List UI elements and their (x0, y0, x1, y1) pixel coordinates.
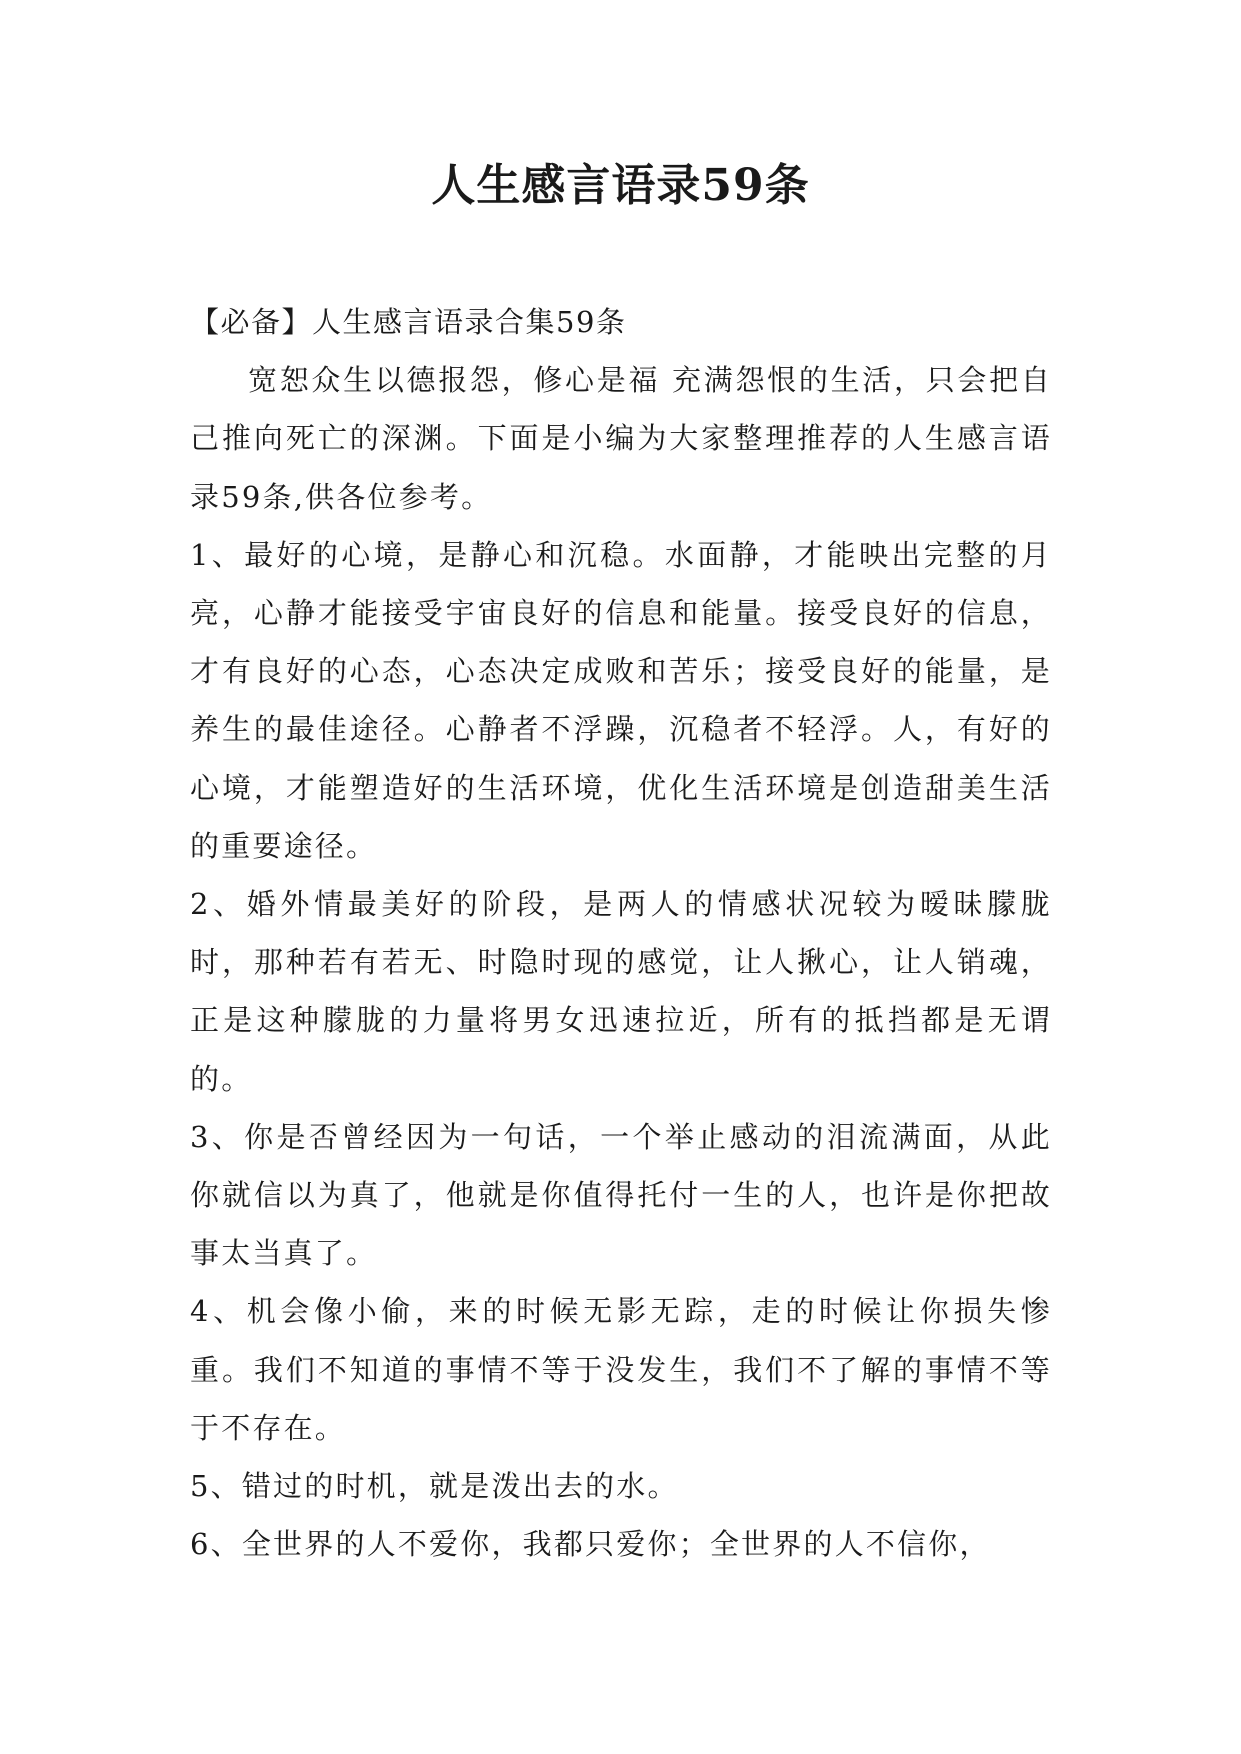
list-item-2: 2、婚外情最美好的阶段，是两人的情感状况较为暧昧朦胧时，那种若有若无、时隐时现的感觉，让人揪心，让人销魂，正是这种朦胧的力量将男女迅速拉近，所有的抵挡都是无谓的。 (190, 887, 1052, 1096)
list-item-5: 5、错过的时机，就是泼出去的水。 (190, 1469, 679, 1504)
list-item-4: 4、机会像小偷，来的时候无影无踪，走的时候让你损失惨重。我们不知道的事情不等于没发生，我们不了解的事情不等于不存在。 (190, 1294, 1052, 1445)
list-item-6: 6、全世界的人不爱你，我都只爱你；全世界的人不信你， (190, 1527, 991, 1562)
list-item-3: 3、你是否曾经因为一句话，一个举止感动的泪流满面，从此你就信以为真了，他就是你值得托付一生的人，也许是你把故事太当真了。 (190, 1119, 1052, 1271)
document-title: 人生感言语录59条 (431, 160, 810, 211)
document-subtitle: 【必备】人生感言语录合集59条 (190, 305, 627, 339)
list-item-1: 1、最好的心境，是静心和沉稳。水面静，才能映出完整的月亮，心静才能接受宇宙良好的信息和能量。接受良好的信息，才有良好的心态，心态决定成败和苦乐；接受良好的能量，是养生的最佳途径。心静者不浮躁，沉稳者不轻浮。人，有好的心境，才能塑造好的生活环境，优化生活环境是创造甜美生活的重要途径。 (190, 537, 1052, 863)
intro-paragraph: 宽恕众生以德报怨，修心是福 充满怨恨的生活，只会把自己推向死亡的深渊。下面是小编为大家整理推荐的人生感言语录59条,供各位参考。 (190, 363, 1052, 514)
document-body (190, 293, 1052, 1573)
